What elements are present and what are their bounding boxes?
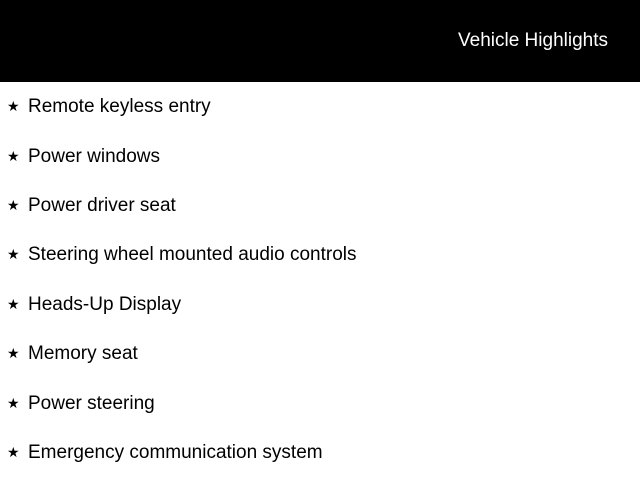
- star-icon: ★: [7, 246, 20, 262]
- list-item: [0, 340, 640, 370]
- list-item: [0, 192, 640, 222]
- feature-label: Remote keyless entry: [28, 96, 211, 117]
- star-icon: ★: [7, 148, 20, 164]
- page-title: Vehicle Highlights: [458, 30, 608, 51]
- list-item: [0, 93, 640, 123]
- list-item: [0, 291, 640, 321]
- list-item: [0, 390, 640, 420]
- list-item: [0, 241, 640, 271]
- star-icon: ★: [7, 197, 20, 213]
- star-icon: ★: [7, 444, 20, 460]
- feature-label: Memory seat: [28, 343, 138, 364]
- list-item: [0, 439, 640, 469]
- feature-label: Steering wheel mounted audio controls: [28, 244, 357, 265]
- header-bar: [0, 0, 640, 82]
- star-icon: ★: [7, 98, 20, 114]
- star-icon: ★: [7, 395, 20, 411]
- feature-label: Power driver seat: [28, 195, 176, 216]
- star-icon: ★: [7, 296, 20, 312]
- feature-label: Emergency communication system: [28, 442, 323, 463]
- feature-label: Power windows: [28, 146, 160, 167]
- star-icon: ★: [7, 345, 20, 361]
- feature-label: Power steering: [28, 393, 155, 414]
- list-item: [0, 143, 640, 173]
- feature-label: Heads-Up Display: [28, 294, 182, 315]
